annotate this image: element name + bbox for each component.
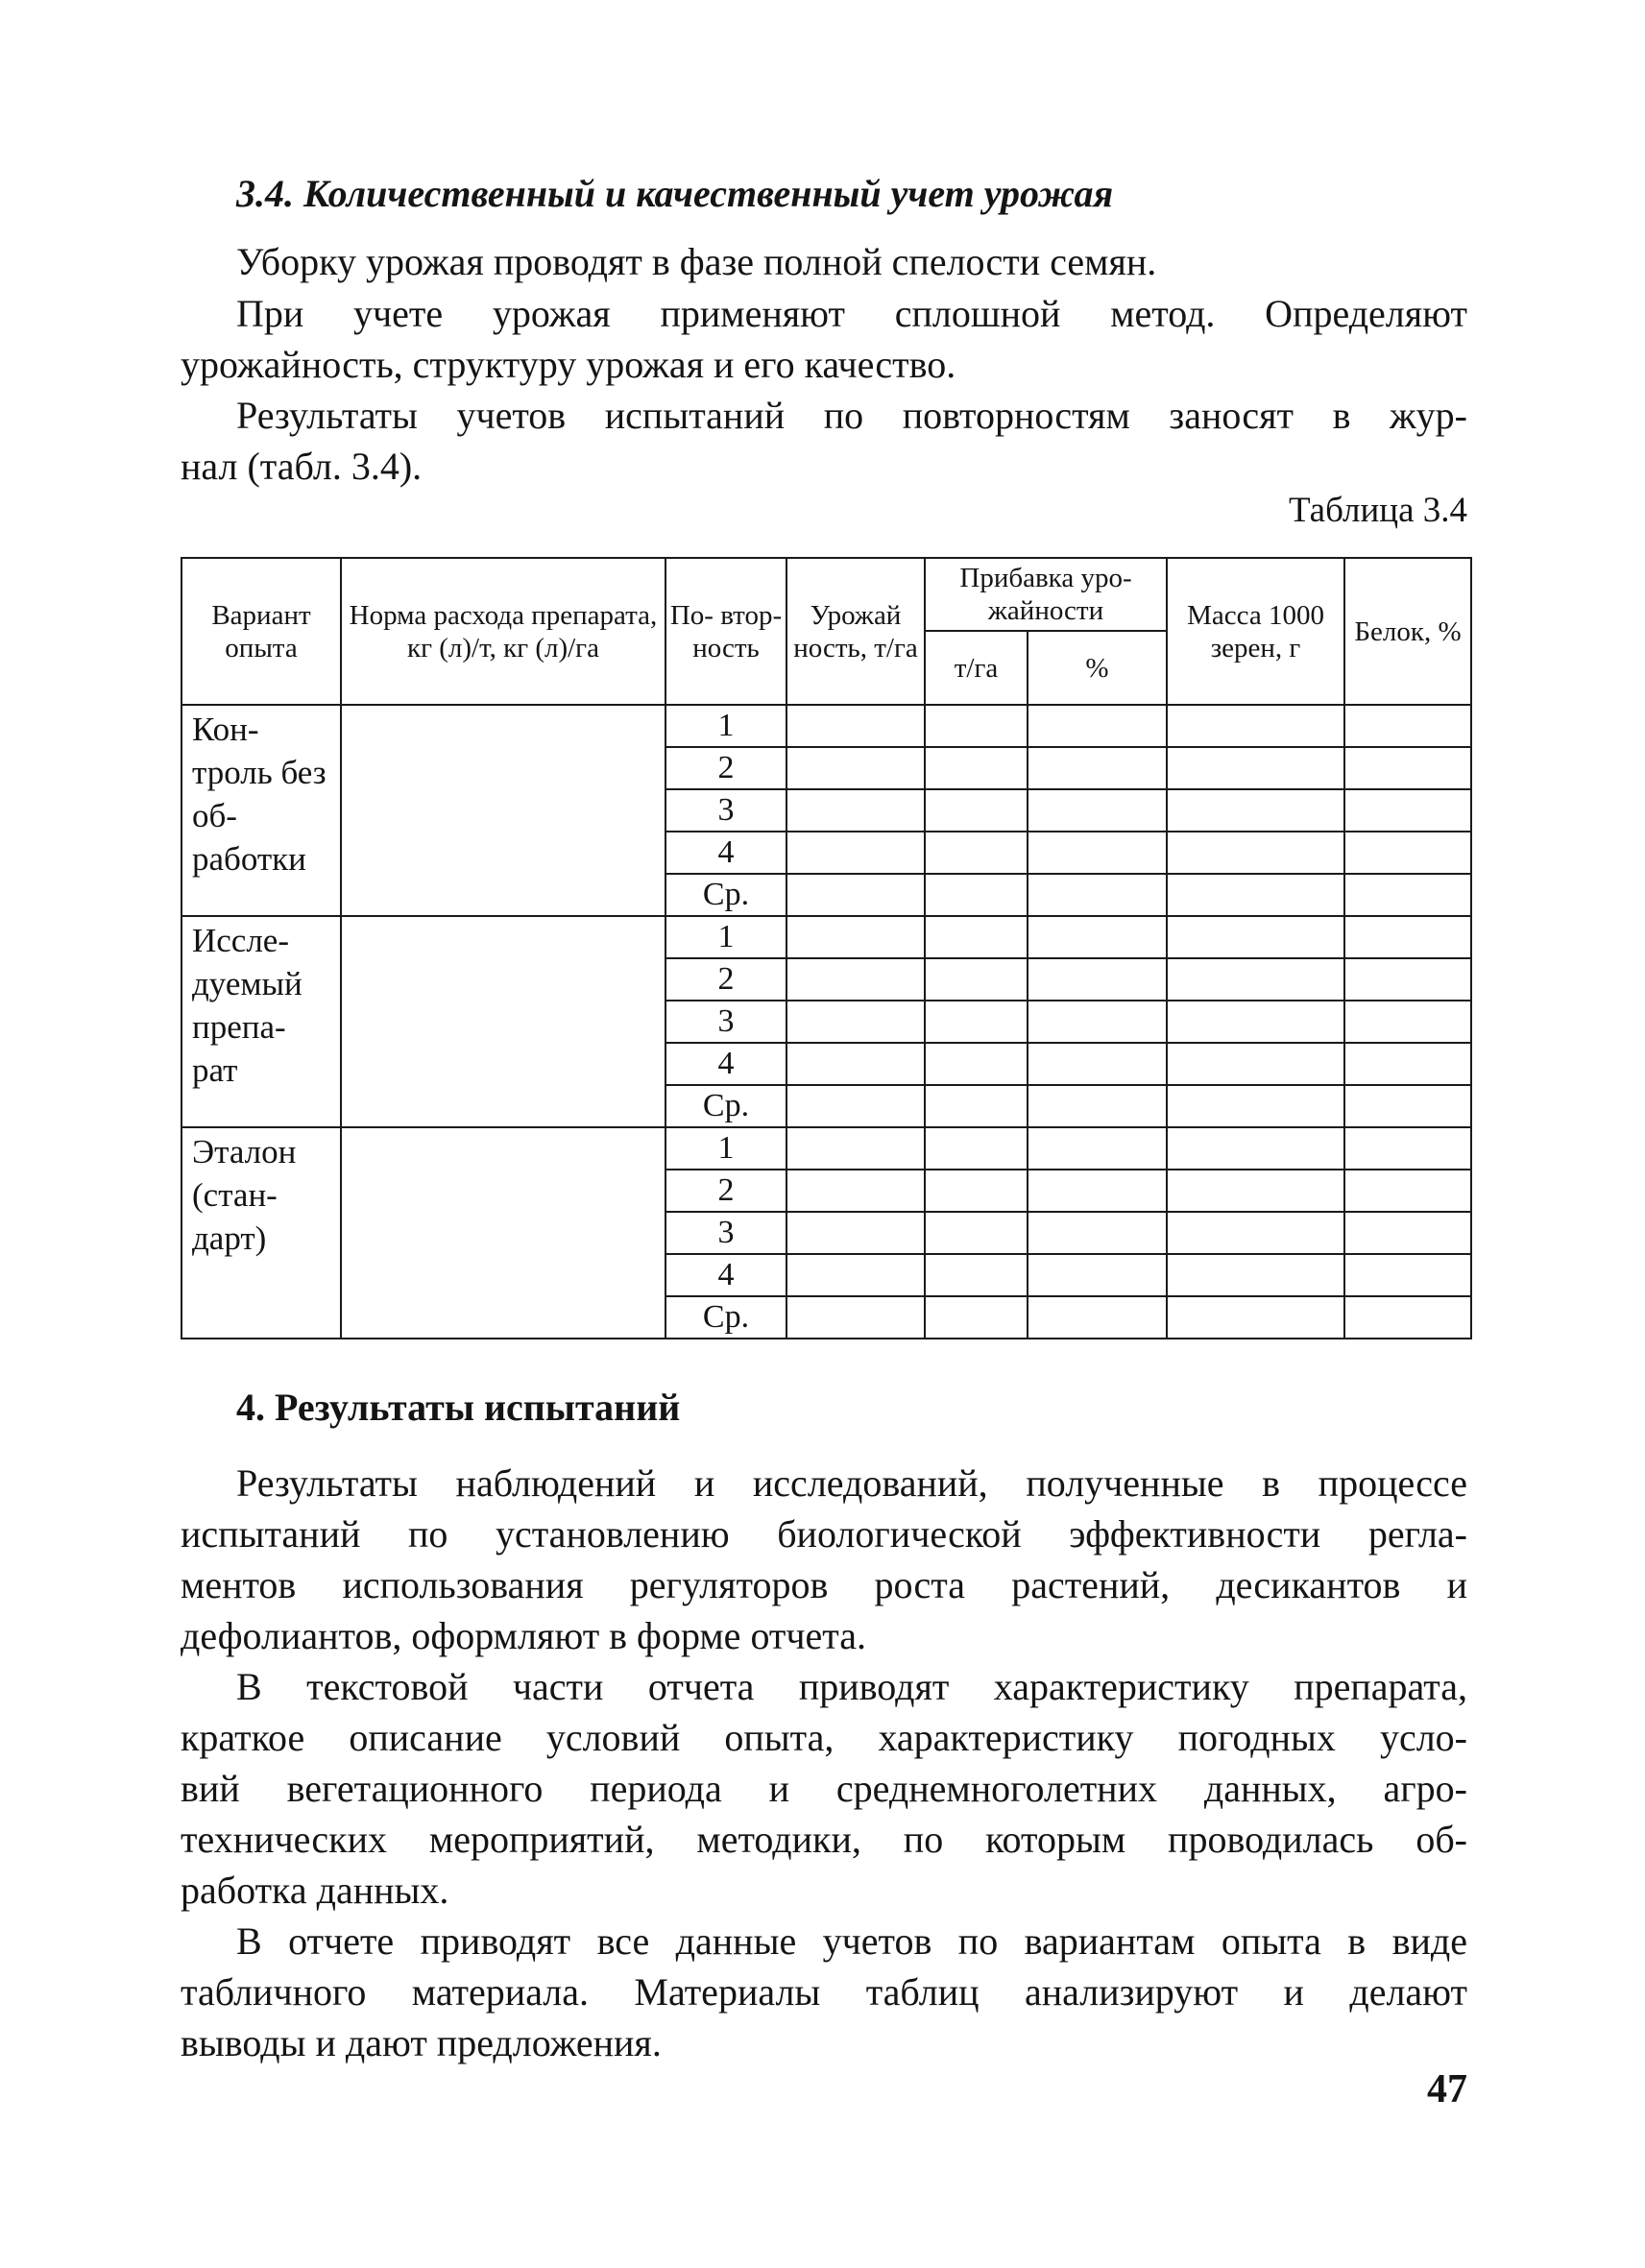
header-yield: Урожай ность, т/га xyxy=(786,558,925,705)
text-line: краткое описание условий опыта, характеристику погодных усло- xyxy=(181,1716,1467,1759)
empty-cell xyxy=(786,1085,925,1127)
empty-cell xyxy=(1028,832,1167,874)
empty-cell xyxy=(1344,789,1471,832)
empty-cell xyxy=(1028,789,1167,832)
text-line: В отчете приводят все данные учетов по вариантам опыта в виде xyxy=(236,1919,1467,1963)
empty-cell xyxy=(786,874,925,916)
text-line: В текстовой части отчета приводят характеристику препарата, xyxy=(236,1665,1467,1708)
empty-cell xyxy=(1167,874,1344,916)
empty-cell xyxy=(786,832,925,874)
empty-cell xyxy=(786,1127,925,1170)
empty-cell xyxy=(1028,1085,1167,1127)
table-caption: Таблица 3.4 xyxy=(1289,491,1467,530)
repeat-cell: 4 xyxy=(665,832,786,874)
empty-cell xyxy=(1344,1212,1471,1254)
empty-cell xyxy=(925,916,1028,958)
text-line: работка данных. xyxy=(181,1869,449,1912)
empty-cell xyxy=(1344,916,1471,958)
empty-cell xyxy=(1028,705,1167,747)
empty-cell xyxy=(1344,747,1471,789)
empty-cell xyxy=(925,705,1028,747)
empty-cell xyxy=(925,874,1028,916)
results-table xyxy=(181,557,1472,1339)
text-line: При учете урожая применяют сплошной метод. Определяют xyxy=(236,292,1467,335)
empty-cell xyxy=(1028,1212,1167,1254)
empty-cell xyxy=(1167,1043,1344,1085)
empty-cell xyxy=(1344,1001,1471,1043)
text-line: нал (табл. 3.4). xyxy=(181,445,423,488)
text-line: дефолиантов, оформляют в форме отчета. xyxy=(181,1614,866,1657)
empty-cell xyxy=(925,1001,1028,1043)
repeat-cell: Ср. xyxy=(665,1085,786,1127)
empty-cell xyxy=(1167,1212,1344,1254)
text-line: табличного материала. Материалы таблиц анализируют и делают xyxy=(181,1970,1467,2014)
empty-cell xyxy=(1028,1254,1167,1296)
empty-cell xyxy=(1167,789,1344,832)
empty-cell xyxy=(925,1127,1028,1170)
empty-cell xyxy=(1028,874,1167,916)
empty-cell xyxy=(1167,1170,1344,1212)
repeat-cell: 1 xyxy=(665,916,786,958)
paragraph xyxy=(181,1458,1467,1661)
empty-cell xyxy=(1167,1254,1344,1296)
variant-cell: Эталон (стан- дарт) xyxy=(181,1127,341,1339)
empty-cell xyxy=(786,958,925,1001)
empty-cell xyxy=(786,1212,925,1254)
empty-cell xyxy=(925,1254,1028,1296)
empty-cell xyxy=(1167,747,1344,789)
empty-cell xyxy=(1167,958,1344,1001)
empty-cell xyxy=(786,1001,925,1043)
empty-cell xyxy=(1167,1127,1344,1170)
variant-cell: Иссле- дуемый препа- рат xyxy=(181,916,341,1127)
empty-cell xyxy=(786,747,925,789)
empty-cell xyxy=(1167,1085,1344,1127)
paragraph xyxy=(181,1661,1467,1916)
empty-cell xyxy=(1028,1043,1167,1085)
empty-cell xyxy=(925,1212,1028,1254)
header-variant: Вариант опыта xyxy=(181,558,341,705)
empty-cell xyxy=(1028,1001,1167,1043)
repeat-cell: 2 xyxy=(665,1170,786,1212)
empty-cell xyxy=(1344,1170,1471,1212)
empty-cell xyxy=(1344,1127,1471,1170)
empty-cell xyxy=(1344,832,1471,874)
empty-cell xyxy=(925,832,1028,874)
empty-cell xyxy=(925,1170,1028,1212)
empty-cell xyxy=(1028,916,1167,958)
text-line: выводы и дают предложения. xyxy=(181,2021,662,2064)
repeat-cell: 1 xyxy=(665,1127,786,1170)
empty-cell xyxy=(1028,1127,1167,1170)
repeat-cell: 4 xyxy=(665,1254,786,1296)
paragraph xyxy=(181,236,1467,287)
text-line: Результаты учетов испытаний по повторностям заносят в жур- xyxy=(236,394,1467,437)
empty-cell xyxy=(786,789,925,832)
empty-cell xyxy=(1028,1296,1167,1339)
empty-cell xyxy=(1344,1296,1471,1339)
table-row xyxy=(181,1127,1471,1170)
repeat-cell: 4 xyxy=(665,1043,786,1085)
empty-cell xyxy=(925,789,1028,832)
empty-cell xyxy=(786,705,925,747)
repeat-cell: 2 xyxy=(665,747,786,789)
variant-cell: Кон- троль без об- работки xyxy=(181,705,341,916)
empty-cell xyxy=(1167,1296,1344,1339)
empty-cell xyxy=(1167,832,1344,874)
section-heading: 3.4. Количественный и качественный учет урожая xyxy=(236,172,1114,215)
empty-cell xyxy=(786,1296,925,1339)
repeat-cell: 3 xyxy=(665,1212,786,1254)
repeat-cell: 1 xyxy=(665,705,786,747)
text-line: вий вегетационного периода и среднемноголетних данных, агро- xyxy=(181,1767,1467,1810)
header-norm: Норма расхода препарата, кг (л)/т, кг (л)/га xyxy=(341,558,665,705)
empty-cell xyxy=(1344,705,1471,747)
empty-cell xyxy=(925,1296,1028,1339)
results-heading: 4. Результаты испытаний xyxy=(236,1386,681,1429)
empty-cell xyxy=(786,916,925,958)
empty-cell xyxy=(925,958,1028,1001)
repeat-cell: Ср. xyxy=(665,874,786,916)
text-line: технических мероприятий, методики, по которым проводилась об- xyxy=(181,1818,1467,1861)
empty-cell xyxy=(1344,1254,1471,1296)
empty-cell xyxy=(925,1043,1028,1085)
table-row xyxy=(181,705,1471,747)
repeat-cell: 3 xyxy=(665,1001,786,1043)
text-line: урожайность, структуру урожая и его качество. xyxy=(181,343,956,386)
table-row xyxy=(181,916,1471,958)
page-number: 47 xyxy=(1427,2067,1467,2111)
empty-cell xyxy=(1344,1085,1471,1127)
text-line: испытаний по установлению биологической эффективности регла- xyxy=(181,1512,1467,1556)
text-line: ментов использования регуляторов роста растений, десикантов и xyxy=(181,1563,1467,1606)
paragraph xyxy=(181,1916,1467,2068)
paragraph xyxy=(181,288,1467,390)
header-gain-pct: % xyxy=(1028,631,1167,705)
norm-cell xyxy=(341,1127,665,1339)
header-mass: Масса 1000 зерен, г xyxy=(1167,558,1344,705)
repeat-cell: Ср. xyxy=(665,1296,786,1339)
empty-cell xyxy=(1167,705,1344,747)
header-repeat: По- втор- ность xyxy=(665,558,786,705)
empty-cell xyxy=(1344,958,1471,1001)
text-line: Результаты наблюдений и исследований, полученные в процессе xyxy=(236,1461,1467,1505)
empty-cell xyxy=(1167,1001,1344,1043)
empty-cell xyxy=(1344,874,1471,916)
empty-cell xyxy=(925,1085,1028,1127)
empty-cell xyxy=(1028,747,1167,789)
empty-cell xyxy=(786,1043,925,1085)
empty-cell xyxy=(786,1254,925,1296)
norm-cell xyxy=(341,916,665,1127)
header-protein: Белок, % xyxy=(1344,558,1471,705)
text-line: Уборку урожая проводят в фазе полной спелости семян. xyxy=(236,240,1157,283)
empty-cell xyxy=(1344,1043,1471,1085)
norm-cell xyxy=(341,705,665,916)
paragraph xyxy=(181,390,1467,492)
repeat-cell: 3 xyxy=(665,789,786,832)
header-gain-tha: т/га xyxy=(925,631,1028,705)
empty-cell xyxy=(786,1170,925,1212)
empty-cell xyxy=(925,747,1028,789)
header-gain: Прибавка уро- жайности xyxy=(925,558,1167,631)
empty-cell xyxy=(1028,1170,1167,1212)
empty-cell xyxy=(1167,916,1344,958)
repeat-cell: 2 xyxy=(665,958,786,1001)
empty-cell xyxy=(1028,958,1167,1001)
